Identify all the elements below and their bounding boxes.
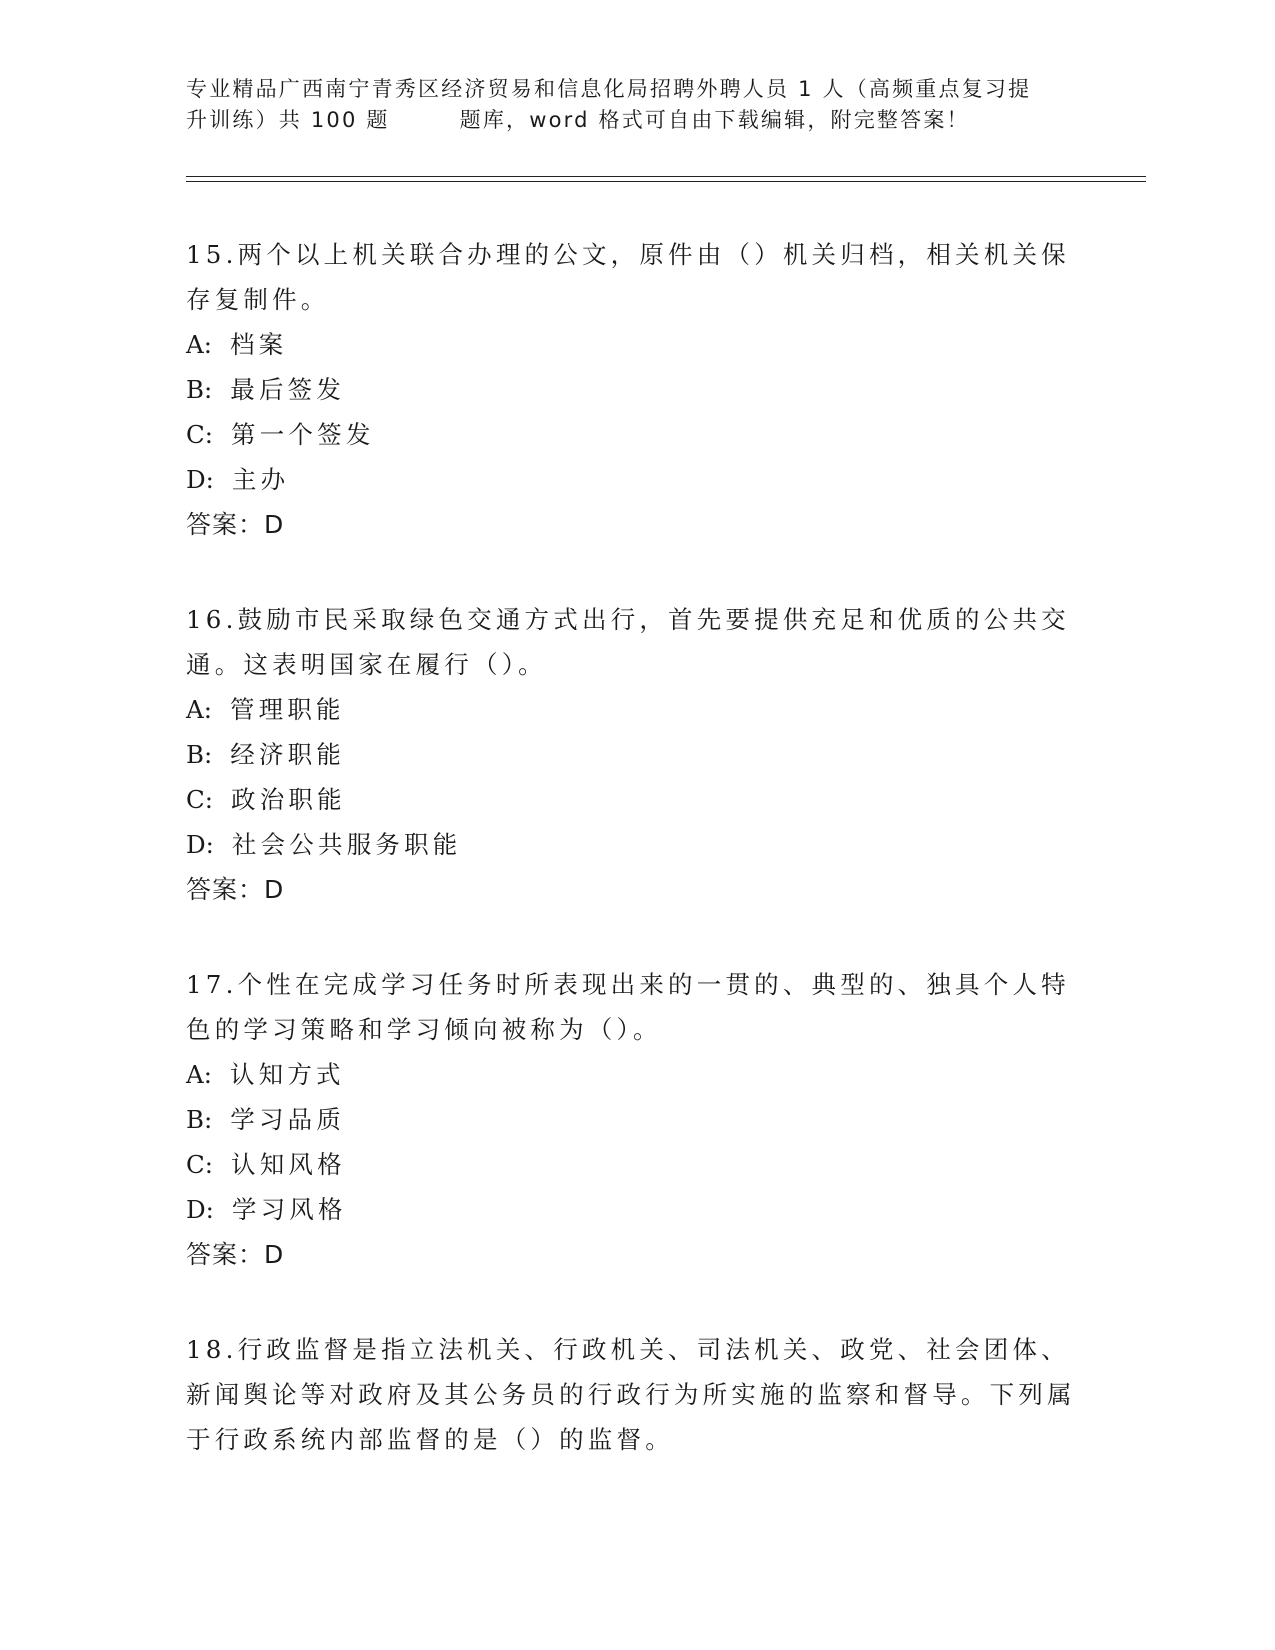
question-stem: 16.鼓励市民采取绿色交通方式出行，首先要提供充足和优质的公共交通。这表明国家在履行（）。 [186, 605, 1070, 679]
option-d [186, 1187, 1086, 1232]
option-c [186, 412, 1086, 457]
header-line-2-right: 题库，word 格式可自由下载编辑，附完整答案！ [459, 108, 970, 132]
question-stem: 18.行政监督是指立法机关、行政机关、司法机关、政党、社会团体、新闻舆论等对政府及其公务员的行政行为所实施的监察和督导。下列属于行政系统内部监督的是（）的监督。 [186, 1335, 1076, 1454]
option-text: 最后签发 [230, 375, 346, 404]
option-text: 经济职能 [230, 740, 346, 769]
option-text: 认知风格 [231, 1150, 346, 1179]
option-text: 学习品质 [230, 1105, 346, 1134]
option-text: 社会公共服务职能 [231, 830, 462, 859]
question-stem: 17.个性在完成学习任务时所表现出来的一贯的、典型的、独具个人特色的学习策略和学习倾向被称为（）。 [186, 970, 1070, 1044]
header-line-1: 专业精品广西南宁青秀区经济贸易和信息化局招聘外聘人员 1 人（高频重点复习提 [186, 77, 1032, 101]
option-c [186, 777, 1086, 822]
option-key: D: [186, 1195, 214, 1224]
option-b [186, 367, 1086, 412]
header-line-2-left: 升训练）共 100 题 [186, 108, 390, 132]
option-text: 学习风格 [231, 1195, 347, 1224]
header-line-2 [186, 105, 1086, 136]
option-key: A: [186, 695, 212, 724]
option-a [186, 687, 1086, 732]
header-divider-bottom [186, 181, 1146, 182]
option-d [186, 822, 1086, 867]
option-key: C: [186, 420, 214, 449]
option-text: 认知方式 [229, 1060, 345, 1089]
option-text: 档案 [229, 330, 288, 359]
option-key: D: [186, 465, 214, 494]
option-key: B: [186, 740, 213, 769]
question-list [186, 232, 1086, 1512]
answer-line: 答案：D [186, 510, 285, 539]
question-18 [186, 1327, 1086, 1462]
option-key: A: [186, 1060, 212, 1089]
option-d [186, 457, 1086, 502]
option-a [186, 322, 1086, 367]
option-b [186, 1097, 1086, 1142]
header-divider-top [186, 176, 1146, 177]
answer-line: 答案：D [186, 1240, 285, 1269]
question-15 [186, 232, 1086, 547]
option-key: B: [186, 1105, 213, 1134]
option-key: D: [186, 830, 214, 859]
answer-line: 答案：D [186, 875, 285, 904]
question-17 [186, 962, 1086, 1277]
option-key: C: [186, 785, 214, 814]
document-header [186, 74, 1086, 136]
option-key: A: [186, 330, 212, 359]
option-key: B: [186, 375, 213, 404]
option-text: 主办 [231, 465, 290, 494]
option-key: C: [186, 1150, 214, 1179]
option-b [186, 732, 1086, 777]
option-c [186, 1142, 1086, 1187]
question-stem: 15.两个以上机关联合办理的公文，原件由（）机关归档，相关机关保存复制件。 [186, 240, 1070, 314]
option-a [186, 1052, 1086, 1097]
option-text: 政治职能 [231, 785, 346, 814]
option-text: 第一个签发 [231, 420, 375, 449]
option-text: 管理职能 [229, 695, 345, 724]
question-16 [186, 597, 1086, 912]
